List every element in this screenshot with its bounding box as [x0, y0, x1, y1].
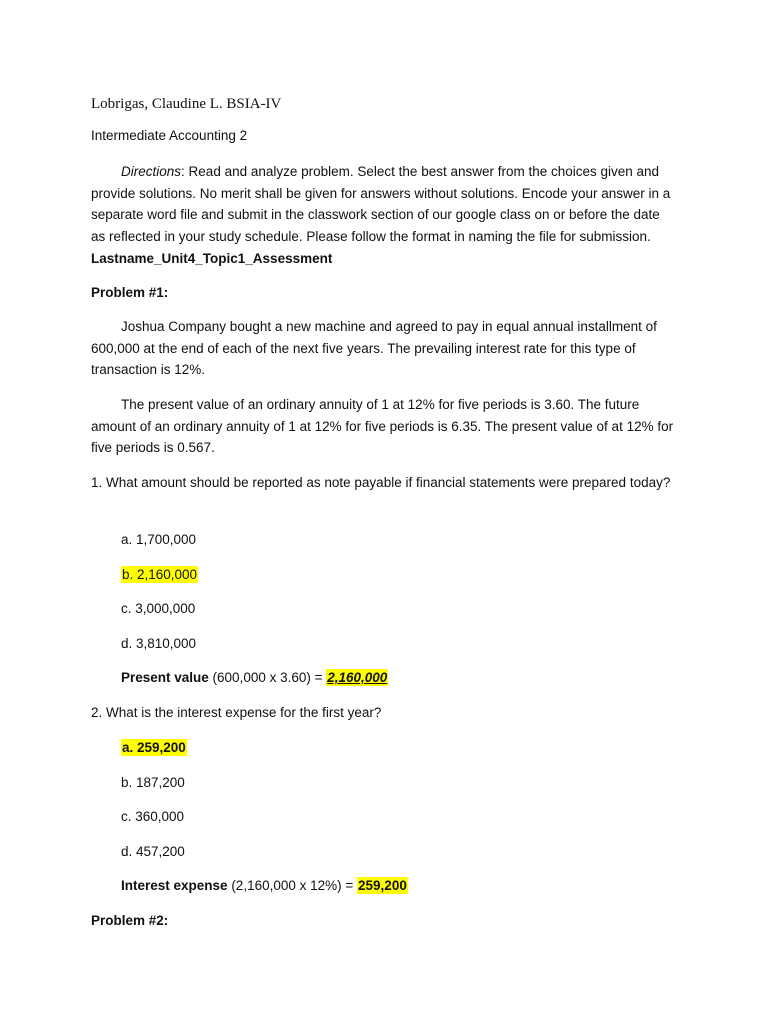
q2-choice-c: c. 360,000	[121, 809, 185, 824]
q1-solution-label: Present value	[121, 670, 209, 685]
q2-choice-b: b. 187,200	[121, 775, 185, 790]
directions-text: Read and analyze problem. Select the best answer from the choices given and provide solutions. No merit shall be given for answers without solutions. Encode your answer in a separate word file and submit in the classwork section of our google class on or before the date as reflected in your study schedule. Please follow the format in naming the file for submission.	[91, 164, 671, 245]
q1-solution	[121, 669, 388, 687]
subject-title: Intermediate Accounting 2	[91, 128, 248, 143]
problem1-heading: Problem #1:	[91, 285, 169, 300]
q2-choice-d: d. 457,200	[121, 844, 185, 859]
q2-solution	[121, 877, 408, 895]
directions-filename: Lastname_Unit4_Topic1_Assessment	[91, 250, 333, 266]
q2-solution-label: Interest expense	[121, 878, 228, 893]
q1-solution-formula: (600,000 x 3.60) =	[208, 670, 327, 685]
question-2: 2. What is the interest expense for the first year?	[91, 705, 382, 720]
q1-choice-c: c. 3,000,000	[121, 601, 196, 616]
q1-choice-b-highlight: b. 2,160,000	[122, 567, 198, 582]
q1-choice-a: a. 1,700,000	[121, 532, 197, 547]
student-name: Lobrigas, Claudine L. BSIA-IV	[91, 96, 282, 112]
q2-solution-answer: 259,200	[358, 878, 407, 893]
directions-label: Directions	[121, 164, 182, 179]
document-page	[91, 0, 681, 1024]
q1-choice-d: d. 3,810,000	[121, 636, 197, 651]
problem1-paragraph2: The present value of an ordinary annuity of 1 at 12% for five periods is 3.60. The future amount of an ordinary annuity of 1 at 12% for five periods is 6.35. The present value of at 12% for five periods is 0.567.	[91, 397, 674, 456]
q2-choice-a-highlight: a. 259,200	[122, 740, 186, 755]
problem1-paragraph1: Joshua Company bought a new machine and agreed to pay in equal annual installment of 600,000 at the end of each of the next five years. The prevailing interest rate for this type of transaction is 12%.	[91, 319, 657, 378]
q1-choice-b	[121, 566, 198, 584]
q2-solution-formula: (2,160,000 x 12%) =	[227, 878, 358, 893]
problem2-heading: Problem #2:	[91, 913, 169, 928]
directions-paragraph	[91, 161, 677, 270]
q2-choice-a	[121, 739, 187, 757]
q1-solution-answer: 2,160,000	[327, 670, 388, 685]
directions-colon: :	[181, 164, 185, 179]
question-1: 1. What amount should be reported as note payable if financial statements were prepared today?	[91, 475, 671, 490]
